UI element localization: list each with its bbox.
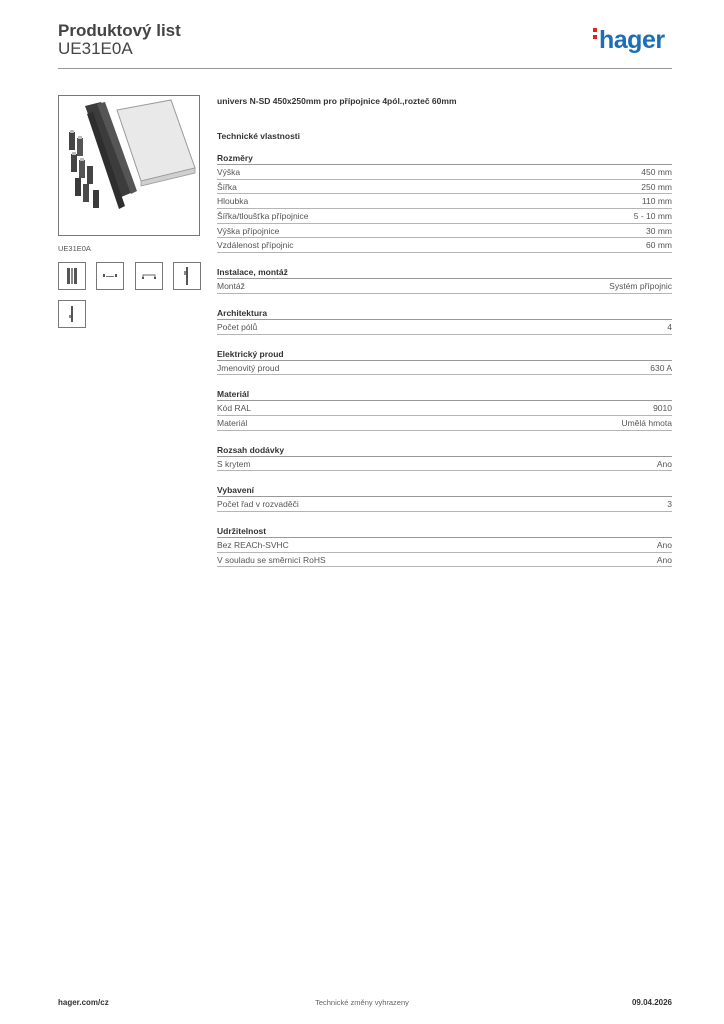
spec-value: 3 [667,499,672,510]
footer-website-link[interactable]: hager.com/cz [58,998,109,1007]
section-title: Instalace, montáž [217,266,672,279]
spec-value: Systém přípojnic [609,281,672,292]
logo-text: hager [599,26,665,54]
section-title: Rozsah dodávky [217,444,672,457]
technical-properties-title: Technické vlastnosti [217,131,300,141]
spec-value: 60 mm [646,240,672,251]
spec-label: Montáž [217,281,245,292]
spec-value: Ano [656,539,672,550]
spec-row [217,209,672,224]
header-divider [58,68,672,69]
spec-row [217,361,672,376]
spec-label: Počet řad v rozvaděči [217,499,299,510]
logo-colon-icon [593,28,597,42]
spec-label: Hloubka [217,196,249,207]
spec-row [217,401,672,416]
spec-value: 9010 [653,403,672,414]
section-title: Elektrický proud [217,348,672,361]
spec-label: Materiál [217,417,248,428]
spec-row [217,320,672,335]
hager-logo [593,28,665,53]
spec-label: Vzdálenost přípojnic [217,240,294,251]
busbar-side-icon [136,263,162,289]
busbar-profile-icon [174,263,200,289]
spec-label: Jmenovitý proud [217,362,280,373]
spec-label: Kód RAL [217,403,252,414]
thumbnail-3[interactable] [135,262,163,290]
thumbnail-5[interactable] [58,300,86,328]
thumbnail-1[interactable] [58,262,86,290]
spec-value: 30 mm [646,225,672,236]
busbar-top-icon [97,263,123,289]
busbar-front-icon [59,263,85,289]
spec-label: Bez REACh-SVHC [217,539,289,550]
product-details [217,95,672,567]
spec-row [217,553,672,568]
spec-value: Ano [656,458,672,469]
spec-label: S krytem [217,458,251,469]
spec-value: 250 mm [641,181,672,192]
spec-row [217,224,672,239]
thumbnail-4[interactable] [173,262,201,290]
spec-value: 110 mm [641,196,672,207]
spec-label: Šířka/tloušťka přípojnice [217,211,309,222]
section-title: Udržitelnost [217,525,672,538]
spec-value: 450 mm [641,167,672,177]
spec-value: Umělá hmota [621,417,672,428]
spec-row [217,457,672,472]
product-main-image[interactable] [58,95,200,236]
footer-note: Technické změny vyhrazeny [315,998,409,1007]
spec-row [217,416,672,431]
spec-label: Šířka [217,181,237,192]
spec-row [217,180,672,195]
spec-value: Ano [656,554,672,565]
thumbnail-2[interactable] [96,262,124,290]
section-title: Materiál [217,388,672,401]
spec-row [217,238,672,253]
spec-row [217,279,672,294]
spec-value: 630 A [650,362,672,373]
spec-label: Počet pólů [217,321,258,332]
section-title: Rozměry [217,152,672,165]
spec-label: Výška [217,167,241,177]
spec-value: 5 - 10 mm [633,211,672,222]
spec-row [217,194,672,209]
spec-row [217,165,672,180]
page-title: Produktový list [58,21,181,40]
spec-value: 4 [667,321,672,332]
spec-label: V souladu se směrnicí RoHS [217,554,326,565]
spec-sections [217,152,672,567]
product-code: UE31E0A [58,39,133,58]
section-title: Vybavení [217,484,672,497]
section-title: Architektura [217,307,672,320]
product-name: univers N-SD 450x250mm pro přípojnice 4pól.,rozteč 60mm [217,96,457,106]
spec-row [217,497,672,512]
spec-label: Výška přípojnice [217,225,280,236]
footer-date: 09.04.2026 [631,998,672,1007]
busbar-kit-illustration [59,96,199,235]
spec-row [217,538,672,553]
busbar-detail-icon [59,301,85,327]
image-caption: UE31E0A [58,244,91,253]
